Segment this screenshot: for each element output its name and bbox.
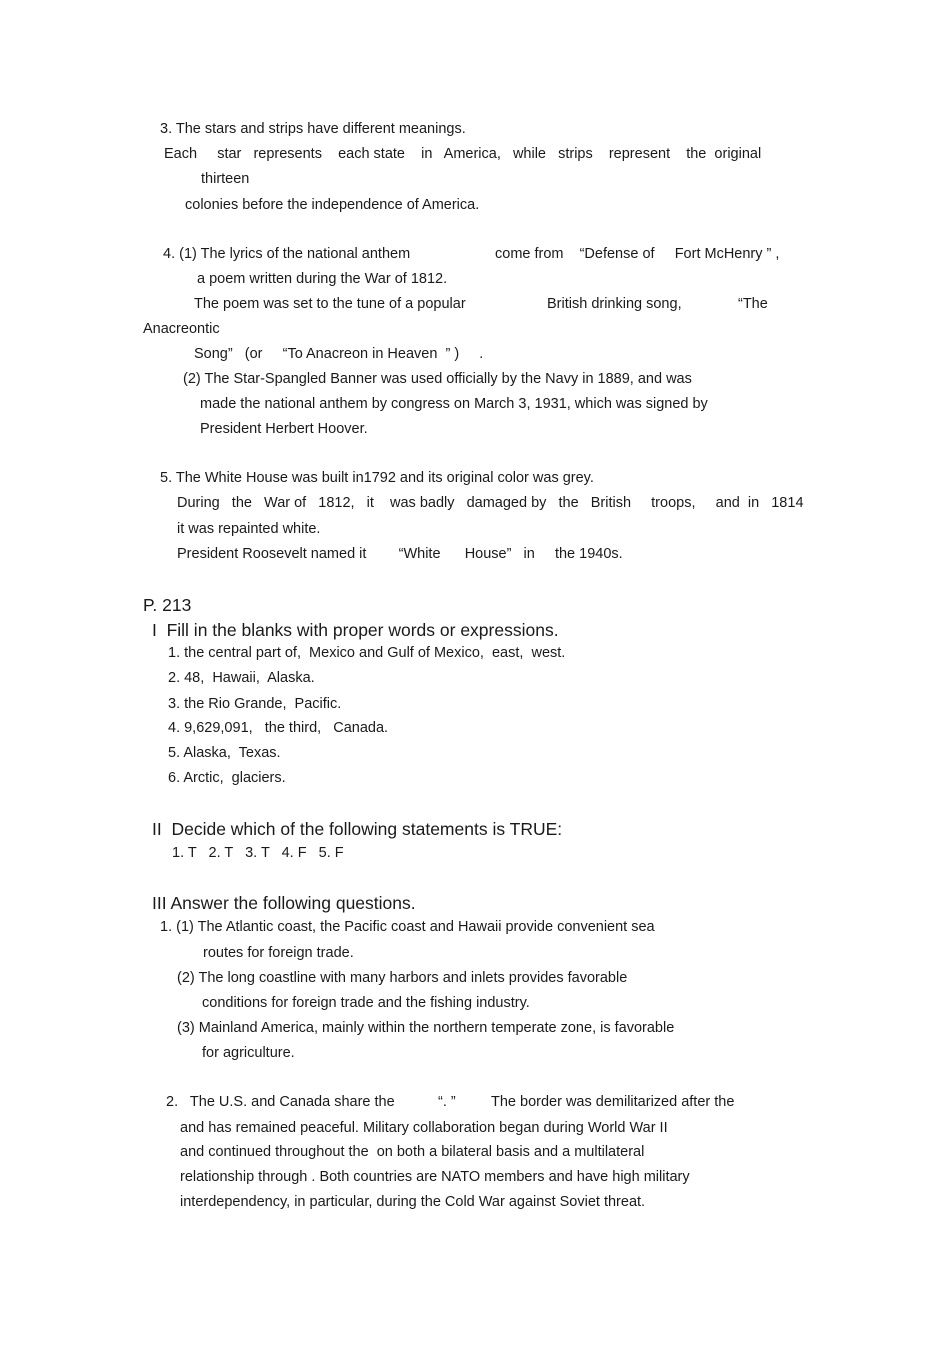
answer-1-line: for agriculture. [202, 1045, 295, 1061]
q5-line-1: 5. The White House was built in1792 and its original color was grey. [160, 470, 594, 486]
section-1-item: 2. 48, Hawaii, Alaska. [168, 670, 315, 686]
q4-line-2: a poem written during the War of 1812. [197, 271, 448, 287]
section-1-item: 1. the central part of, Mexico and Gulf of Mexico, east, west. [168, 645, 566, 661]
answer-2-line-1b: “. ” [438, 1094, 456, 1110]
q3-line-4: colonies before the independence of America. [185, 197, 480, 213]
q4-line-3a: The poem was set to the tune of a popular [194, 296, 466, 312]
section-1-item: 5. Alaska, Texas. [168, 745, 281, 761]
q4-line-6: (2) The Star-Spangled Banner was used officially by the Navy in 1889, and was [183, 371, 692, 387]
answer-1-line: conditions for foreign trade and the fishing industry. [202, 995, 530, 1011]
q4-line-3c: “The [738, 296, 768, 312]
q4-line-8: President Herbert Hoover. [200, 421, 368, 437]
answer-1-line: 1. (1) The Atlantic coast, the Pacific coast and Hawaii provide convenient sea [160, 919, 655, 935]
q5-line-4: President Roosevelt named it “White House” in the 1940s. [177, 546, 623, 562]
answer-2-line: relationship through . Both countries are NATO members and have high military [180, 1169, 690, 1185]
answer-2-line: and continued throughout the on both a bilateral basis and a multilateral [180, 1144, 645, 1160]
section-2-answers: 1. T 2. T 3. T 4. F 5. F [172, 845, 344, 861]
answer-1-line: routes for foreign trade. [203, 945, 354, 961]
section-3-heading: III Answer the following questions. [152, 893, 416, 913]
q3-line-3: thirteen [201, 171, 250, 187]
section-1-item: 3. the Rio Grande, Pacific. [168, 696, 342, 712]
answer-2-line: and has remained peaceful. Military collaboration began during World War II [180, 1120, 668, 1136]
answer-2-line: interdependency, in particular, during the Cold War against Soviet threat. [180, 1194, 646, 1210]
section-2-heading: II Decide which of the following statements is TRUE: [152, 819, 563, 839]
answer-1-line: (2) The long coastline with many harbors and inlets provides favorable [177, 970, 628, 986]
q4-line-3b: British drinking song, [547, 296, 682, 312]
q4-line-4: Anacreontic [143, 321, 220, 337]
q5-line-2: During the War of 1812, it was badly damaged by the British troops, and in 1814 [177, 495, 804, 511]
answer-1-line: (3) Mainland America, mainly within the northern temperate zone, is favorable [177, 1020, 675, 1036]
q3-line-1: 3. The stars and strips have different meanings. [160, 121, 466, 137]
section-1-item: 6. Arctic, glaciers. [168, 770, 286, 786]
section-1-heading: I Fill in the blanks with proper words or expressions. [152, 620, 559, 640]
page-reference: P. 213 [143, 595, 192, 615]
q5-line-3: it was repainted white. [177, 521, 321, 537]
q4-line-7: made the national anthem by congress on March 3, 1931, which was signed by [200, 396, 708, 412]
q3-line-2: Each star represents each state in America, while strips represent the original [164, 146, 762, 162]
q4-line-1a: 4. (1) The lyrics of the national anthem [163, 246, 411, 262]
answer-2-line-1c: The border was demilitarized after the [491, 1094, 735, 1110]
q4-line-1b: come from “Defense of Fort McHenry ” , [495, 246, 780, 262]
q4-line-5: Song” (or “To Anacreon in Heaven ” ) . [194, 346, 484, 362]
answer-2-line-1a: 2. The U.S. and Canada share the [166, 1094, 395, 1110]
section-1-item: 4. 9,629,091, the third, Canada. [168, 720, 389, 736]
